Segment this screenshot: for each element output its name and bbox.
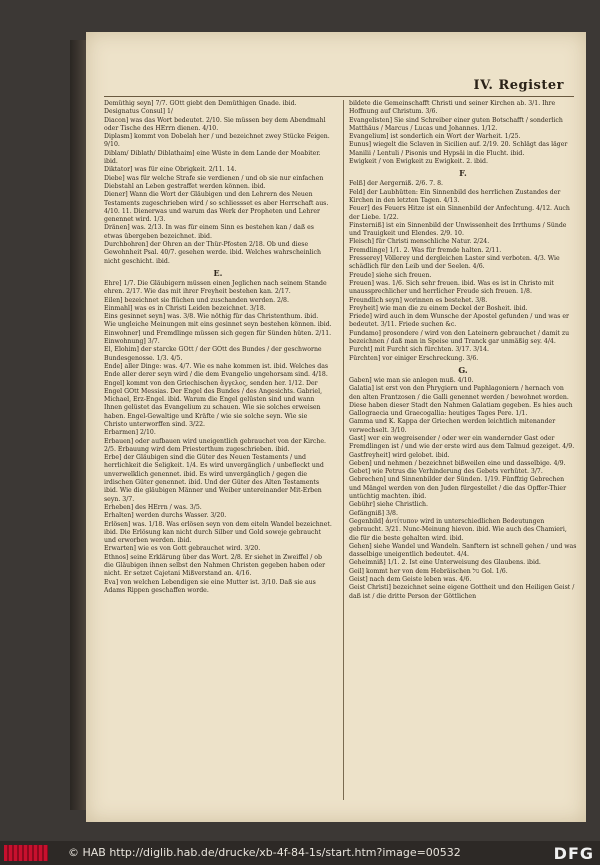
register-entry: Diblam/ Diblath/ Diblathaim] eine Wüste in dem Lande der Moabiter. ibid. bbox=[104, 149, 321, 166]
register-entry: Diener] Wann die Wort der Gläubigen und den Lehrern des Neuen Testaments zugeschrieben wird / so schliessset es aber Herrschaft aus. 4/10. 11. Dienerwas und warum das Werk der Propheten und Lehrer genennet wird. 1/3. bbox=[104, 191, 329, 224]
register-entry: Erbauen] oder aufbauen wird uneigentlich gebrauchet von der Kirche. 2/5. Erbauung wird dem Priesterthum zugeschrieben. ibid. bbox=[104, 437, 327, 453]
register-column-left bbox=[104, 100, 332, 800]
register-entry: Freuen] was. 1/6. Sich sehr freuen. ibid. Was es ist in Christo mit unaussprechlicher und herrlicher Freude sich freuen. 1/8. bbox=[349, 279, 554, 296]
register-entry: Feuer] des Feuers Hitze ist ein Sinnenbild der Anfechtung. 4/12. Auch der Liebe. 1/22. bbox=[349, 205, 570, 221]
register-entry: Einwohnung] 3/7. bbox=[104, 338, 160, 346]
register-entry: Felß] der Aergerniß. 2/6. 7. 8. bbox=[349, 180, 444, 188]
register-entry: Erbarmen] 2/10. bbox=[104, 429, 156, 437]
register-entry: Evangelisten] Sie sind Schreiber einer guten Botschafft / sonderlich Matthäus / Marcus / Lucas und Johannes. 1/12. bbox=[349, 116, 563, 132]
register-entry: Erhalten] werden durchs Wasser. 3/20. bbox=[104, 512, 227, 520]
register-entry: Ethnos] seine Erklärung über das Wort. 2/8. Er siehet in Zweiffel / ob die Gläubigen ihnen selbst den Nahmen Christen gegeben haben oder nicht. Er setzet Cajetani Mißverstand an. 4/16. bbox=[104, 553, 326, 578]
register-entry: Erlösen] was. 1/18. Was erlösen seyn von dem eiteln Wandel bezeichnet. ibid. Die Erlösung kan nicht durch Silber und Gold soweje gebraucht und erworben werden. ibid. bbox=[104, 520, 332, 545]
register-entry: Gaben] wie man sie anlegen muß. 4/10. bbox=[349, 376, 474, 384]
register-entry: Fürchten] vor einiger Erschreckung. 3/6. bbox=[349, 354, 479, 362]
register-entry: Geheimniß] 1/1. 2. Ist eine Unterweisung des Glaubens. ibid. bbox=[349, 559, 541, 567]
register-entry: Gast] wer ein wegreisender / oder wer ein wandernder Gast oder Fremdlingen ist / und wie der erste wird aus dem Talmud gezeiget. 4/9. bbox=[349, 434, 575, 451]
section-letter: E. bbox=[213, 267, 223, 278]
register-entry: Eins gesinnet seyn] was. 3/8. Wie nöthig für das Christenthum. ibid. Wie ungleiche Meinungen mit eins gesinnet seyn bestehen können. ibid. bbox=[104, 313, 332, 329]
register-entry: Freude] siehe sich freuen. bbox=[349, 271, 432, 279]
register-entry: Fleisch] für Christi menschliche Natur. 2/24. bbox=[349, 238, 490, 246]
dfg-logo: DFG bbox=[553, 844, 594, 863]
register-entry: El, Elohim] der starcke GOtt / der GOtt des Bundes / der geschworne Bundesgenosse. 1/3. 4/5. bbox=[104, 346, 322, 362]
register-entry: Durchbohren] der Ohren an der Thür-Pfosten 2/18. Ob und diese Gewohnheit Psal. 40/7. gesehen werde. ibid. Welches wahrscheinlich nicht geschicht. ibid. bbox=[104, 241, 321, 265]
register-entry: Gehen] siehe Wandel und Wandeln. Sanftern ist schnell gehen / und was dasselbige uneigentlich bedeutet. 4/4. bbox=[349, 542, 577, 559]
register-entry: Diebe] was für welche Strafe sie verdienen / und ob sie nur einfachen Diebstahl an Leben gestraffet werden können. ibid. bbox=[104, 174, 324, 190]
register-entry: Dränen] was. 2/13. In was für einem Sinn es bestehen kan / daß es etwas übergeben bezeichnet. ibid. bbox=[104, 224, 314, 240]
footer-bar bbox=[0, 841, 600, 865]
register-entry: Diacon] was das Wort bedeutet. 2/10. Sie müssen bey dem Abendmahl oder Tische des HErrn dienen. 4/10. bbox=[104, 116, 326, 132]
register-entry: Geben] und nehmen / bezeichnet bißweilen eine und dasselbige. 4/9. bbox=[349, 459, 566, 467]
register-entry: Gebühr] siehe Christlich. bbox=[349, 501, 428, 509]
register-entry: Ewigkeit / von Ewigkeit zu Ewigkeit. 2. ibid. bbox=[349, 158, 488, 166]
register-entry: Geist Christi] bezeichnet seine eigene Gottheit und den Heiligen Geist / daß ist / die dritte Person der Göttlichen bbox=[349, 584, 575, 600]
register-entry: Fresserey] Völlerey und dergleichen Laster sind verboten. 4/3. Wie schädlich für den Leib und der Seelen. 4/6. bbox=[349, 255, 560, 271]
footer-citation-link[interactable]: © HAB http://diglib.hab.de/drucke/xb-4f-84-1s/start.htm?image=00532 bbox=[68, 846, 461, 859]
register-entry: Erwarten] wie es von Gott gebrauchet wird. 3/20. bbox=[104, 545, 261, 553]
register-entry: Evangelium] ist sonderlich ein Wort der Warheit. 1/25. bbox=[349, 133, 521, 141]
register-entry: Erheben] des HErrn / was. 3/5. bbox=[104, 503, 202, 511]
register-entry: Gegenbild] ἀντίτυπον wird in unterschiedlichen Bedeutungen gebraucht. 3/21. Nunc-Meinung hievon. ibid. Wie auch des Chamieri, die für die beste gehalten wird. ibid. bbox=[349, 517, 567, 542]
register-entry: Feld] der Laubhütten: Ein Sinnenbild des herrlichen Zustandes der Kirchen in den letzten Tagen. 4/13. bbox=[349, 188, 561, 204]
page-header bbox=[104, 78, 574, 97]
register-entry: bildete die Gemeinschafft Christi und seiner Kirchen ab. 3/1. Ihre Hoffnung auf Christum. 3/6. bbox=[349, 100, 556, 116]
register-entry: Finsterniß] ist ein Sinnenbild der Unwissenheit des Irrthums / Sünde und Trauigkeit und Elendes. 2/9. 10. bbox=[349, 221, 567, 238]
register-entry: Geist] nach dem Geiste leben was. 4/6. bbox=[349, 576, 472, 584]
register-entry: Freundlich seyn] worinnen es bestehet. 3/8. bbox=[349, 296, 488, 304]
register-column-right bbox=[349, 100, 577, 800]
register-entry: Ende] aller Dinge: was. 4/7. Wie es nahe kommen ist. ibid. Welches das Ende aller derer seyn wird / die dem Evangelio ungehorsam sind. 4/18. bbox=[104, 362, 329, 379]
register-entry: Gebet] wie Petrus die Verhinderung des Gebets verhütet. 3/7. bbox=[349, 468, 543, 476]
register-entry: Eunus] wiegelt die Sclaven in Sicilien auf. 2/19. 20. Schlägt das läger Manilii / Lentuli / Pisonis und Hypsäi in die Flucht. ibid. bbox=[349, 141, 568, 157]
register-entry: Einmahl] was es in Christi Leiden bezeichnet. 3/18. bbox=[104, 304, 266, 312]
register-entry: Eva] von welchen Lebendigen sie eine Mutter ist. 3/10. Daß sie aus Adams Rippen geschaffen worde. bbox=[104, 578, 316, 594]
register-entry: Diplasm] kommt von Dobelah her / und bezeichnet zwey Stücke Feigen. 9/10. bbox=[104, 133, 330, 149]
register-entry: Gastfreyheit] wird gelobet. ibid. bbox=[349, 451, 450, 459]
section-letter: G. bbox=[458, 364, 468, 375]
register-entry: Gefängniß] 3/8. bbox=[349, 509, 398, 517]
register-entry: Geil] kommt her von dem Hebräischen גול Gol. 1/6. bbox=[349, 567, 508, 575]
register-entry: Demüthig seyn] 7/7. GOtt giebt den Demüthigen Gnade. ibid. bbox=[104, 100, 297, 107]
register-entry: Erbe] der Gläubigen sind die Güter des Neuen Testaments / und herrlichkeit die Seligkeit. 1/4. Es wird unvergänglich / unbefleckt und unverwelklich genennet. ibid. Es wird unvergänglich / gegen die irdischen Güter genennet. ibid. Und der Güter des Alten Testaments ibid. Wie die gläubigen Männer und Weiber untereinander Mit-Erben seyn. 3/7. bbox=[104, 454, 324, 503]
register-entry: Ehre] 1/7. Die Gläubigern müssen einen Jeglichen nach seinem Stande ehren. 2/17. Wie das mit ihrer Freyheit bestehen kan. 2/17. bbox=[104, 279, 327, 296]
register-entry: Eilen] bezeichnet sie flüchen und zuschanden werden. 2/8. bbox=[104, 296, 289, 304]
register-entry: Diktator] was für eine Obrigkeit. 2/11. 14. bbox=[104, 166, 237, 174]
register-entry: Friede] wird auch in dem Wunsche der Apostel gefunden / und was er bedeutet. 3/11. Friede suchen &c. bbox=[349, 313, 569, 329]
register-entry: Engel] kommt von den Griechischen ἄγγελος, senden her. 1/12. Der Engel GOtt Messias. Der Engel des Bundes / des Angesichts. Gabriel, Michael, Erz-Engel. ibid. Warum die Engel gelüsten sind und wann Ihnen gelüstet das Evangelium zu schauen. Wie sie solches erweisen haben. Engel-Gewaltige und Kräfte / wie sie solche seyn. Wie sie Christo unterworffen sind. 3/22. bbox=[104, 379, 323, 428]
register-entry: Freyheit] wie man die zu einem Deckel der Bosheit. ibid. bbox=[349, 304, 528, 312]
register-entry: Fremdlinge] 1/1. 2. Was für fremde halten. 2/11. bbox=[349, 246, 502, 254]
register-entry: Gamma und K. Kappa der Griechen werden leichtlich mitenander verwechselt. 3/10. bbox=[349, 418, 556, 434]
register-entry: Gebrechen] und Sinnenbilder der Sünden. 1/19. Fünffzig Gebrechen und Mängel werden von den Juden fürgestellet / die das Opffer-Thier untüchtig machten. ibid. bbox=[349, 476, 567, 501]
register-entry: Einwohner] und Fremdlinge müssen sich gegen für Sünden hüten. 2/11. bbox=[104, 329, 332, 337]
hab-logo-icon bbox=[4, 845, 48, 861]
column-divider bbox=[343, 100, 344, 800]
register-entry: Fundamo] prosondere / wird von den Lateinern gebrauchet / damit zu bezeichnen / daß man in Speise und Tranck gar unmäßig sey. 4/4. bbox=[349, 329, 570, 346]
register-entry: Furcht] mit Furcht sich fürchten. 3/17. 3/14. bbox=[349, 346, 490, 354]
register-entry: Galatia] ist erst von den Phrygiern und Paphlagoniern / hernach von den alten Frantzosen / die Galli genennet werden / bewohnet worden. Diese haben dieser Stadt den Nahmen Galatiam gegeben. Es hies auch Gallograecia und Graecogallia: heutiges Tages Pere. 1/1. bbox=[349, 385, 573, 418]
section-letter: F. bbox=[459, 168, 467, 179]
page-title: IV. Register bbox=[473, 78, 564, 93]
register-entry: Designatus Consul] 1/ bbox=[104, 108, 174, 116]
